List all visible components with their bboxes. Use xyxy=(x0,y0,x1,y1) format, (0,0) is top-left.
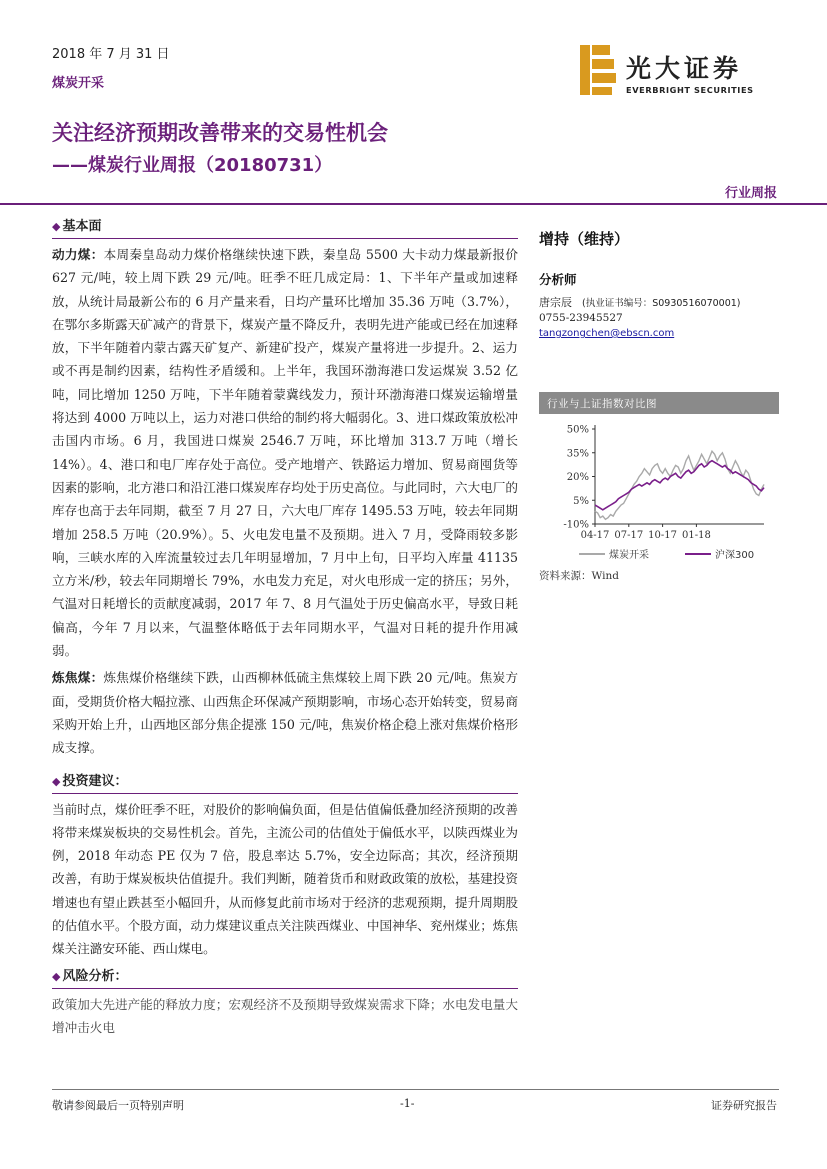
analyst-heading: 分析师 xyxy=(539,272,577,287)
legend-label-csi300: 沪深300 xyxy=(715,550,755,561)
chart-plot xyxy=(539,414,779,564)
report-type-label: 行业周报 xyxy=(724,186,777,201)
y-tick-label: 20% xyxy=(566,472,589,483)
analyst-name: 唐宗辰 xyxy=(539,296,572,309)
section-divider xyxy=(52,988,518,989)
analyst-email-link[interactable]: tangzongchen@ebscn.com xyxy=(539,328,675,339)
report-title: 关注经济预期改善带来的交易性机会 xyxy=(52,121,388,145)
analyst-certificate: (执业证书编号：S0930516070001) xyxy=(582,298,741,309)
thermal-coal-label: 动力煤： xyxy=(52,247,104,262)
diamond-bullet-icon: ◆ xyxy=(52,774,61,788)
diamond-bullet-icon: ◆ xyxy=(52,220,61,233)
diamond-bullet-icon: ◆ xyxy=(52,969,61,983)
y-tick-label: 5% xyxy=(573,495,589,507)
section-divider xyxy=(52,793,518,794)
analyst-phone: 0755-23945527 xyxy=(539,312,623,324)
comparison-chart xyxy=(539,392,779,592)
header-divider xyxy=(0,203,827,205)
coking-coal-paragraph xyxy=(52,666,518,759)
section-divider xyxy=(52,238,518,239)
rating-label: 增持（维持） xyxy=(539,230,630,248)
thermal-coal-text: 本周秦皇岛动力煤价格继续快速下跌，秦皇岛 5500 大卡动力煤最新报价 627 元/吨，较上周下跌 29 元/吨。旺季不旺几成定局：1、下半年产量或加速释放，从统计局最新公布的 6 月产量来看，日均产量环比增加 35.36 万吨（3.7%），在鄂尔多斯露天矿减产的背景下，煤炭产量不降反升，表明先进产能或已经在加速释放，下半年随着内蒙古露天矿复产、新建矿投产，煤炭产量将进一步提升。2、运力或不再是制约因素，结构性矛盾缓和。上半年，我国环渤海港口发运煤炭 3.52 亿吨，同比增加 1250 万吨，下半年随着蒙冀线发力，预计环渤海港口煤炭运输增量将达到 4000 万吨以上，运力对港口供给的制约将大幅弱化。3、进口煤政策放松冲击国内市场。6 月，我国进口煤炭 2546.7 万吨，环比增加 313.7 万吨（增长 14%）。4、港口和电厂库存处于高位。受产地增产、铁路运力增加、贸易商囤货等因素的影响，北方港口和沿江港口煤炭库存均处于历史高位。与此同时，六大电厂的库存也高于去年同期，截至 7 月 27 日，六大电厂库存 1495.53 万吨，较去年同期增加 258.5 万吨（20.9%）。5、火电发电量不及预期。进入 7 月，受降雨较多影响，三峡水库的入库流量较过去几年明显增加，7 月中上旬，日平均入库量 41135 立方米/秒，较去年同期增长 79%，水电发力充足，对火电形成一定的挤压；另外，气温对日耗增长的贡献度减弱，2017 年 7、8 月气温处于历史偏高水平，导致日耗偏高，今年 7 月以来，气温整体略低于去年同期水平，气温对日耗的提升作用减弱。 xyxy=(52,247,518,659)
report-date: 2018 年 7 月 31 日 xyxy=(52,47,170,62)
analyst-info xyxy=(539,294,741,310)
report-subtitle: ——煤炭行业周报（20180731） xyxy=(52,155,333,176)
coking-coal-text: 炼焦煤价格继续下跌，山西柳林低硫主焦煤较上周下跌 20 元/吨。焦炭方面，受期货价格大幅拉涨、山西焦企环保减产预期影响，市场心态开始转变，贸易商采购开始上升，山西地区部分焦企提涨 150 元/吨，焦炭价格企稳上涨对焦煤价格形成支撑。 xyxy=(52,670,518,756)
legend-label-coal-mining: 煤炭开采 xyxy=(609,550,649,561)
logo-english-name: EVERBRIGHT SECURITIES xyxy=(626,85,754,95)
investment-advice-paragraph: 当前时点，煤价旺季不旺，对股价的影响偏负面，但是估值偏低叠加经济预期的改善将带来煤炭板块的交易性机会。首先，主流公司的估值处于偏低水平，以陕西煤业为例，2018 年动态 PE 仅为 7 倍，股息率达 5.7%，安全边际高；其次，经济预期改善，有助于煤炭板块估值提升。我们判断，随着货币和财政政策的放松，基建投资增速也有望止跌甚至小幅回升，从而修复此前市场对于经济的悲观预期，提升周期股的估值水平。个股方面，动力煤建议重点关注陕西煤业、中国神华、兖州煤业；炼焦煤关注潞安环能、西山煤电。 xyxy=(52,801,518,957)
series-line-coal-mining xyxy=(595,451,764,519)
y-tick-label: 35% xyxy=(566,448,589,460)
section-heading-advice: ◆ 投资建议： xyxy=(52,773,128,789)
chart-source: 资料来源：Wind xyxy=(539,570,619,582)
section-heading-risk: ◆ 风险分析： xyxy=(52,968,128,984)
everbright-logo-icon xyxy=(578,43,618,97)
page-number: -1- xyxy=(400,1097,415,1110)
footer-disclaimer: 敬请参阅最后一页特别声明 xyxy=(52,1099,184,1112)
logo-chinese-name: 光大证券 xyxy=(626,54,743,83)
footer-divider xyxy=(52,1089,779,1090)
x-tick-label: 10-17 xyxy=(648,530,678,541)
x-tick-label: 01-18 xyxy=(681,530,711,541)
footer-report-label: 证券研究报告 xyxy=(711,1099,777,1112)
y-tick-label: -10% xyxy=(563,519,589,531)
coking-coal-label: 炼焦煤： xyxy=(52,670,104,686)
industry-label: 煤炭开采 xyxy=(52,76,105,91)
section-heading-basic: ◆ 基本面 xyxy=(52,219,102,234)
company-logo xyxy=(578,43,778,99)
risk-paragraph: 政策加大先进产能的释放力度；宏观经济不及预期导致煤炭需求下降；水电发电量大增冲击火电 xyxy=(52,996,518,1035)
x-tick-label: 04-17 xyxy=(580,530,610,541)
thermal-coal-paragraph xyxy=(52,243,518,662)
chart-title: 行业与上证指数对比图 xyxy=(547,398,657,410)
chart-title-bar xyxy=(539,392,779,414)
y-tick-label: 50% xyxy=(566,424,589,436)
main-column xyxy=(52,215,518,1039)
x-tick-label: 07-17 xyxy=(614,530,644,541)
